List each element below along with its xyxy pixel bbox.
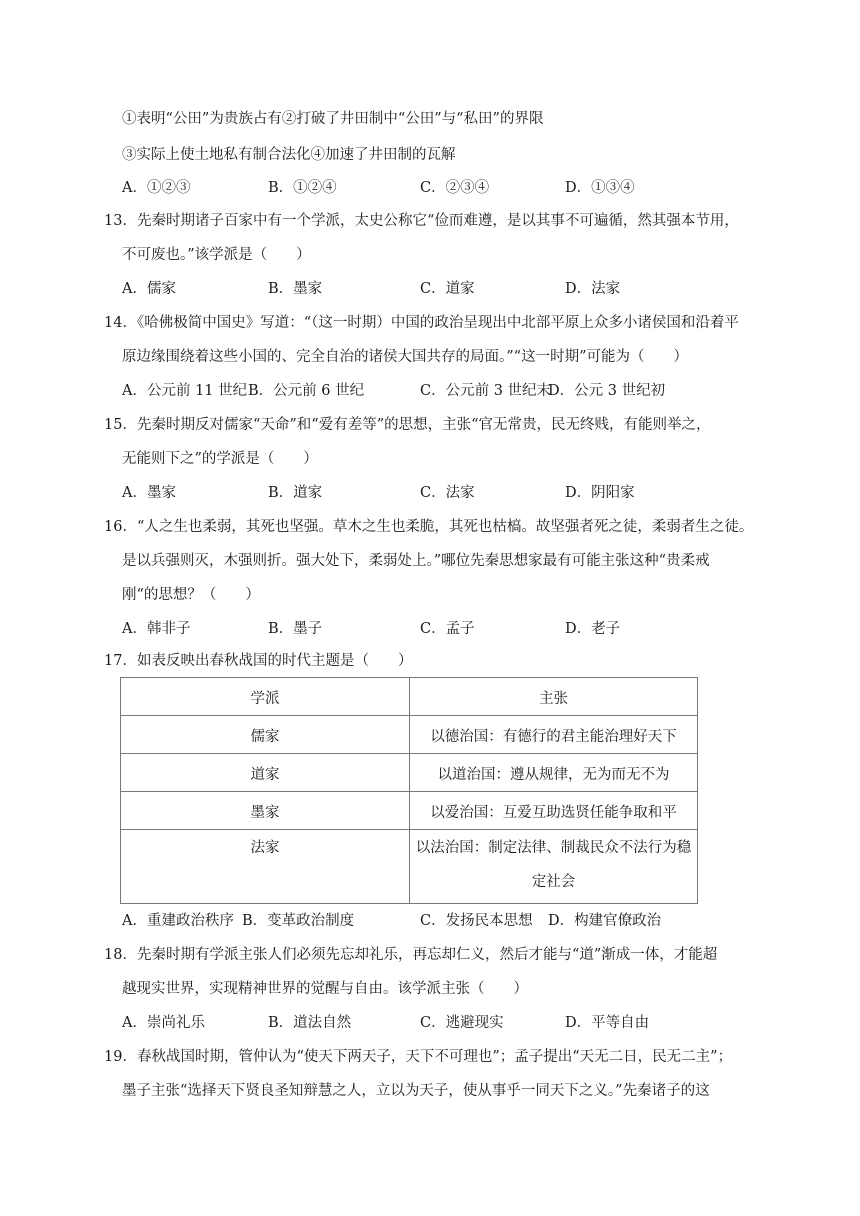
table-header-row: [121, 678, 698, 716]
q17-stem-line-1: 17．如表反映出春秋战国的时代主题是（ ）: [104, 653, 413, 669]
q17-option-b[interactable]: B．变革政治制度: [242, 913, 355, 929]
table-cell-school: 儒家: [121, 716, 410, 754]
q15-stem-line-2: 无能则下之”的学派是（ ）: [122, 451, 318, 467]
q14-stem-line-1: 14．《哈佛极简中国史》写道：“（这一时期）中国的政治呈现出中北部平原上众多小诸侯国和沿着平: [104, 315, 739, 331]
q18-option-d[interactable]: D．平等自由: [565, 1015, 650, 1031]
q16-option-c[interactable]: C．孟子: [420, 621, 475, 637]
q12-option-a[interactable]: A．①②③: [122, 180, 191, 196]
q19-stem-line-1: 19．春秋战国时期，管仲认为“使天下两天子，天下不可理也”；孟子提出“天无二日，民无二主”；: [104, 1049, 733, 1065]
q18-option-b[interactable]: B．道法自然: [268, 1015, 352, 1031]
q15-option-d[interactable]: D．阴阳家: [565, 485, 635, 501]
table-cell-claim: 以德治国：有德行的君主能治理好天下: [410, 716, 698, 754]
q18-stem-line-1: 18．先秦时期有学派主张人们必须先忘却礼乐，再忘却仁义，然后才能与“道”渐成一体，才能超: [104, 947, 718, 963]
table-header-claim: 主张: [410, 678, 698, 716]
q16-option-b[interactable]: B．墨子: [268, 621, 323, 637]
table-cell-claim-line-2: 定社会: [531, 874, 576, 890]
q15-option-a[interactable]: A．墨家: [122, 485, 176, 501]
schools-table: [120, 677, 698, 904]
q17-option-a[interactable]: A．重建政治秩序: [122, 913, 234, 929]
table-cell-school: [121, 830, 410, 904]
q12-option-c[interactable]: C．②③④: [420, 180, 490, 196]
q17-option-c[interactable]: C．发扬民本思想: [420, 913, 533, 929]
table-cell-school: 墨家: [121, 792, 410, 830]
q16-stem-line-3: 刚“的思想？（ ）: [122, 587, 260, 603]
q16-stem-line-2: 是以兵强则灭，木强则折。强大处下，柔弱处上。”哪位先秦思想家最有可能主张这种“贵柔戒: [122, 553, 710, 569]
q13-stem-line-2: 不可废也。”该学派是（ ）: [122, 247, 311, 263]
q16-option-d[interactable]: D．老子: [565, 621, 621, 637]
q12-statement-line-1: ①表明“公田”为贵族占有②打破了井田制中“公田”与“私田”的界限: [122, 111, 544, 127]
table-cell-claim: [410, 830, 698, 904]
q12-option-b[interactable]: B．①②④: [268, 180, 337, 196]
q13-option-a[interactable]: A．儒家: [122, 281, 176, 297]
q16-stem-line-1: 16．“人之生也柔弱，其死也坚强。草木之生也柔脆，其死也枯槁。故坚强者死之徒，柔弱者生之徒。: [104, 519, 754, 535]
q12-statement-line-2: ③实际上使土地私有制合法化④加速了井田制的瓦解: [122, 147, 456, 163]
table-row: [121, 830, 698, 904]
q13-option-c[interactable]: C．道家: [420, 281, 475, 297]
table-cell-claim: 以爱治国：互爱互助选贤任能争取和平: [410, 792, 698, 830]
q14-option-c[interactable]: C．公元前 3 世纪末: [420, 383, 552, 399]
q17-option-d[interactable]: D．构建官僚政治: [548, 913, 662, 929]
table-row: [121, 792, 698, 830]
table-cell-school-text: 法家: [250, 840, 280, 856]
q15-option-c[interactable]: C．法家: [420, 485, 475, 501]
table-cell-claim-line-1: 以法治国：制定法律、制裁民众不法行为稳: [415, 840, 692, 856]
table-cell-claim: 以道治国：遵从规律，无为而无不为: [410, 754, 698, 792]
q19-stem-line-2: 墨子主张“选择天下贤良圣知辩慧之人，立以为天子，使从事乎一同天下之义。”先秦诸子的这: [122, 1083, 710, 1099]
q15-option-b[interactable]: B．道家: [268, 485, 323, 501]
q14-option-b[interactable]: B．公元前 6 世纪: [248, 383, 365, 399]
q13-option-d[interactable]: D．法家: [565, 281, 621, 297]
q15-stem-line-1: 15．先秦时期反对儒家“天命”和“爱有差等”的思想，主张“官无常贵，民无终贱，有能则举之，: [104, 417, 711, 433]
table-header-school: 学派: [121, 678, 410, 716]
q12-option-d[interactable]: D．①③④: [565, 180, 635, 196]
q13-option-b[interactable]: B．墨家: [268, 281, 323, 297]
q18-option-a[interactable]: A．崇尚礼乐: [122, 1015, 205, 1031]
table-row: [121, 716, 698, 754]
q18-option-c[interactable]: C．逃避现实: [420, 1015, 504, 1031]
q14-option-d[interactable]: D．公元 3 世纪初: [548, 383, 666, 399]
table-cell-school: 道家: [121, 754, 410, 792]
q18-stem-line-2: 越现实世界，实现精神世界的觉醒与自由。该学派主张（ ）: [122, 981, 528, 997]
q13-stem-line-1: 13．先秦时期诸子百家中有一个学派，太史公称它“俭而难遵，是以其事不可遍循，然其强本节用，: [104, 213, 739, 229]
q14-option-a[interactable]: A．公元前 11 世纪: [122, 383, 248, 399]
q14-stem-line-2: 原边缘围绕着这些小国的、完全自治的诸侯大国共存的局面。”“这一时期”可能为（ ）: [122, 349, 688, 365]
q16-option-a[interactable]: A．韩非子: [122, 621, 191, 637]
table-row: [121, 754, 698, 792]
